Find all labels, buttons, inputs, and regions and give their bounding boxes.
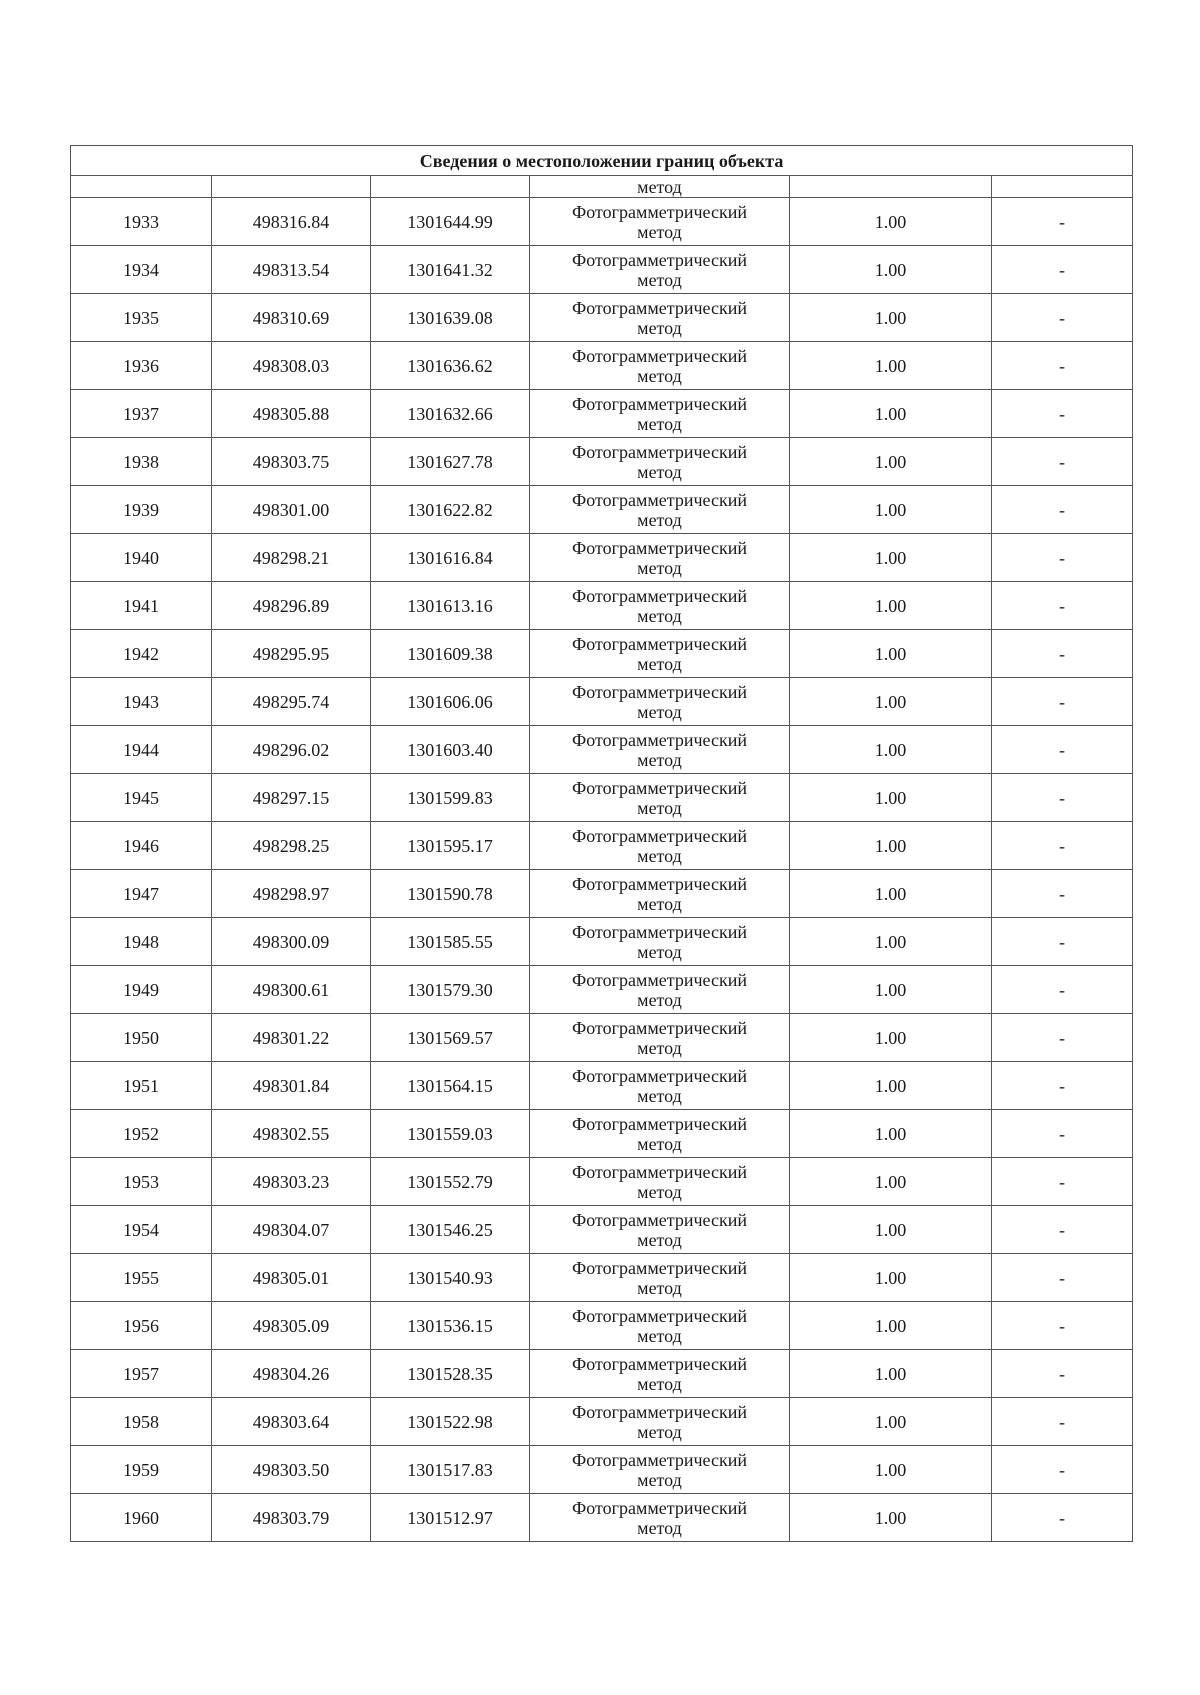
method-line2: метод	[637, 1133, 682, 1154]
cell-point-number: 1935	[71, 294, 212, 342]
method-line2: метод	[637, 1325, 682, 1346]
method-line2: метод	[637, 1037, 682, 1058]
cell-point-number: 1957	[71, 1350, 212, 1398]
cell-point-number: 1947	[71, 870, 212, 918]
method-line2: метод	[637, 701, 682, 722]
cell-point-number: 1948	[71, 918, 212, 966]
cell-point-number: 1943	[71, 678, 212, 726]
method-line1: Фотограмметрический	[572, 537, 747, 558]
cell-method	[530, 774, 790, 822]
cell-note: -	[992, 1494, 1133, 1542]
method-line1: Фотограмметрический	[572, 1257, 747, 1278]
method-line1: Фотограмметрический	[572, 1305, 747, 1326]
cell-accuracy: 1.00	[790, 534, 992, 582]
method-line1: Фотограмметрический	[572, 1449, 747, 1470]
cell-note: -	[992, 1302, 1133, 1350]
cell-y-coordinate: 1301517.83	[371, 1446, 530, 1494]
method-line1: Фотограмметрический	[572, 249, 747, 270]
table-row	[71, 870, 1133, 918]
method-line1: Фотограмметрический	[572, 633, 747, 654]
cell-accuracy: 1.00	[790, 198, 992, 246]
cell-method	[530, 1494, 790, 1542]
cell-point-number: 1950	[71, 1014, 212, 1062]
cell-method	[530, 630, 790, 678]
cell-note: -	[992, 198, 1133, 246]
cell-x-coordinate: 498302.55	[212, 1110, 371, 1158]
cell-y-coordinate: 1301579.30	[371, 966, 530, 1014]
cell-accuracy: 1.00	[790, 726, 992, 774]
cell-note: -	[992, 678, 1133, 726]
table-row	[71, 678, 1133, 726]
cell-method	[530, 438, 790, 486]
cell-accuracy: 1.00	[790, 822, 992, 870]
table-row	[71, 486, 1133, 534]
table-row	[71, 1494, 1133, 1542]
cell-y-coordinate: 1301569.57	[371, 1014, 530, 1062]
method-line1: Фотограмметрический	[572, 489, 747, 510]
method-line2: метод	[637, 1373, 682, 1394]
cell-method	[530, 918, 790, 966]
cell-y-coordinate: 1301552.79	[371, 1158, 530, 1206]
cell-y-coordinate: 1301632.66	[371, 390, 530, 438]
method-line1: Фотограмметрический	[572, 1113, 747, 1134]
method-line2: метод	[637, 989, 682, 1010]
cell-x-coordinate: 498298.25	[212, 822, 371, 870]
table-row	[71, 438, 1133, 486]
cell-accuracy: 1.00	[790, 1110, 992, 1158]
cell-accuracy: 1.00	[790, 486, 992, 534]
cell-x-coordinate: 498304.07	[212, 1206, 371, 1254]
table-row	[71, 1014, 1133, 1062]
method-line2: метод	[637, 1277, 682, 1298]
cell-point-number: 1937	[71, 390, 212, 438]
cell-y-coordinate: 1301540.93	[371, 1254, 530, 1302]
table-row	[71, 1398, 1133, 1446]
method-line2: метод	[637, 1469, 682, 1490]
table-row	[71, 1206, 1133, 1254]
cell-point-number: 1933	[71, 198, 212, 246]
cell-note: -	[992, 1446, 1133, 1494]
cell-accuracy: 1.00	[790, 1254, 992, 1302]
cell-y-coordinate: 1301627.78	[371, 438, 530, 486]
cell-point-number: 1956	[71, 1302, 212, 1350]
cell-x-coordinate: 498310.69	[212, 294, 371, 342]
cell-method	[530, 582, 790, 630]
cell-accuracy: 1.00	[790, 966, 992, 1014]
table-row	[71, 1110, 1133, 1158]
cell-accuracy: 1.00	[790, 1446, 992, 1494]
method-line1: Фотограмметрический	[572, 1401, 747, 1422]
cell-y-coordinate: 1301512.97	[371, 1494, 530, 1542]
method-line1: Фотограмметрический	[572, 1017, 747, 1038]
cell-y-coordinate: 1301609.38	[371, 630, 530, 678]
cell-note: -	[992, 294, 1133, 342]
cell-y-coordinate: 1301536.15	[371, 1302, 530, 1350]
method-line2: метод	[637, 317, 682, 338]
cell-method	[530, 966, 790, 1014]
cell-note: -	[992, 774, 1133, 822]
cell-x-coordinate: 498300.61	[212, 966, 371, 1014]
method-line2: метод	[637, 269, 682, 290]
cell-point-number: 1951	[71, 1062, 212, 1110]
cell-y-coordinate: 1301616.84	[371, 534, 530, 582]
method-line1: Фотограмметрический	[572, 969, 747, 990]
cell-y-coordinate: 1301522.98	[371, 1398, 530, 1446]
method-line2: метод	[637, 461, 682, 482]
cell-method	[530, 822, 790, 870]
cell-accuracy: 1.00	[790, 342, 992, 390]
cell-y-coordinate: 1301585.55	[371, 918, 530, 966]
method-line2: метод	[637, 557, 682, 578]
cell-x-coordinate: 498295.74	[212, 678, 371, 726]
cell-method	[530, 390, 790, 438]
table-title: Сведения о местоположении границ объекта	[71, 146, 1133, 176]
cell-point-number: 1941	[71, 582, 212, 630]
cell-y-coordinate: 1301622.82	[371, 486, 530, 534]
continued-cell-note	[992, 176, 1133, 198]
method-line2: метод	[637, 845, 682, 866]
method-line2: метод	[637, 221, 682, 242]
table-row	[71, 774, 1133, 822]
cell-note: -	[992, 726, 1133, 774]
method-line2: метод	[637, 1085, 682, 1106]
table-body	[71, 176, 1133, 1542]
table-row	[71, 390, 1133, 438]
table-row	[71, 1446, 1133, 1494]
cell-note: -	[992, 1350, 1133, 1398]
cell-accuracy: 1.00	[790, 294, 992, 342]
table-row	[71, 822, 1133, 870]
cell-accuracy: 1.00	[790, 1350, 992, 1398]
cell-note: -	[992, 1254, 1133, 1302]
cell-x-coordinate: 498316.84	[212, 198, 371, 246]
cell-note: -	[992, 1398, 1133, 1446]
cell-x-coordinate: 498298.97	[212, 870, 371, 918]
cell-x-coordinate: 498301.22	[212, 1014, 371, 1062]
cell-y-coordinate: 1301636.62	[371, 342, 530, 390]
cell-point-number: 1936	[71, 342, 212, 390]
cell-method	[530, 726, 790, 774]
continued-cell-y	[371, 176, 530, 198]
method-line2: метод	[637, 653, 682, 674]
method-line2: метод	[637, 605, 682, 626]
cell-method	[530, 678, 790, 726]
cell-point-number: 1953	[71, 1158, 212, 1206]
table-row	[71, 726, 1133, 774]
cell-accuracy: 1.00	[790, 1494, 992, 1542]
cell-accuracy: 1.00	[790, 870, 992, 918]
cell-x-coordinate: 498303.50	[212, 1446, 371, 1494]
cell-method	[530, 1158, 790, 1206]
cell-accuracy: 1.00	[790, 1206, 992, 1254]
table-row	[71, 966, 1133, 1014]
method-line2: метод	[637, 413, 682, 434]
cell-x-coordinate: 498297.15	[212, 774, 371, 822]
cell-y-coordinate: 1301644.99	[371, 198, 530, 246]
cell-x-coordinate: 498305.88	[212, 390, 371, 438]
table-row	[71, 1158, 1133, 1206]
cell-point-number: 1945	[71, 774, 212, 822]
cell-accuracy: 1.00	[790, 1398, 992, 1446]
table-row	[71, 1302, 1133, 1350]
cell-accuracy: 1.00	[790, 1302, 992, 1350]
table-row	[71, 534, 1133, 582]
cell-note: -	[992, 582, 1133, 630]
cell-method	[530, 870, 790, 918]
cell-point-number: 1942	[71, 630, 212, 678]
table-row	[71, 582, 1133, 630]
cell-method	[530, 1398, 790, 1446]
continued-cell-accuracy	[790, 176, 992, 198]
cell-point-number: 1960	[71, 1494, 212, 1542]
cell-method	[530, 1062, 790, 1110]
method-line2: метод	[637, 365, 682, 386]
method-line1: Фотограмметрический	[572, 1497, 747, 1518]
table-row	[71, 918, 1133, 966]
cell-accuracy: 1.00	[790, 630, 992, 678]
cell-method	[530, 1254, 790, 1302]
cell-note: -	[992, 966, 1133, 1014]
method-line1: Фотограмметрический	[572, 921, 747, 942]
cell-y-coordinate: 1301564.15	[371, 1062, 530, 1110]
cell-point-number: 1954	[71, 1206, 212, 1254]
cell-method	[530, 1302, 790, 1350]
cell-accuracy: 1.00	[790, 678, 992, 726]
cell-accuracy: 1.00	[790, 1014, 992, 1062]
cell-point-number: 1939	[71, 486, 212, 534]
table-row	[71, 1350, 1133, 1398]
cell-accuracy: 1.00	[790, 438, 992, 486]
cell-y-coordinate: 1301613.16	[371, 582, 530, 630]
method-line1: Фотограмметрический	[572, 297, 747, 318]
cell-x-coordinate: 498313.54	[212, 246, 371, 294]
cell-accuracy: 1.00	[790, 918, 992, 966]
method-line1: Фотограмметрический	[572, 441, 747, 462]
cell-y-coordinate: 1301641.32	[371, 246, 530, 294]
method-line2: метод	[637, 749, 682, 770]
cell-x-coordinate: 498308.03	[212, 342, 371, 390]
method-line1: Фотограмметрический	[572, 345, 747, 366]
cell-x-coordinate: 498300.09	[212, 918, 371, 966]
cell-point-number: 1959	[71, 1446, 212, 1494]
method-line1: Фотограмметрический	[572, 1161, 747, 1182]
cell-method	[530, 1014, 790, 1062]
cell-x-coordinate: 498304.26	[212, 1350, 371, 1398]
cell-point-number: 1934	[71, 246, 212, 294]
cell-y-coordinate: 1301590.78	[371, 870, 530, 918]
method-line1: Фотограмметрический	[572, 873, 747, 894]
method-line1: Фотограмметрический	[572, 777, 747, 798]
boundary-coordinates-table	[70, 145, 1133, 1542]
cell-x-coordinate: 498305.01	[212, 1254, 371, 1302]
cell-note: -	[992, 822, 1133, 870]
cell-point-number: 1958	[71, 1398, 212, 1446]
method-line1: Фотограмметрический	[572, 393, 747, 414]
cell-x-coordinate: 498303.23	[212, 1158, 371, 1206]
method-line1: Фотограмметрический	[572, 1353, 747, 1374]
cell-method	[530, 486, 790, 534]
continued-cell-point	[71, 176, 212, 198]
cell-point-number: 1946	[71, 822, 212, 870]
cell-point-number: 1949	[71, 966, 212, 1014]
cell-x-coordinate: 498303.64	[212, 1398, 371, 1446]
method-line2: метод	[637, 941, 682, 962]
cell-method	[530, 294, 790, 342]
cell-note: -	[992, 1014, 1133, 1062]
cell-accuracy: 1.00	[790, 390, 992, 438]
table-row	[71, 1254, 1133, 1302]
table-row	[71, 342, 1133, 390]
cell-y-coordinate: 1301546.25	[371, 1206, 530, 1254]
method-line2: метод	[637, 797, 682, 818]
continued-cell-method: метод	[530, 176, 790, 198]
method-line1: Фотограмметрический	[572, 729, 747, 750]
cell-y-coordinate: 1301528.35	[371, 1350, 530, 1398]
table-row	[71, 1062, 1133, 1110]
cell-y-coordinate: 1301606.06	[371, 678, 530, 726]
cell-x-coordinate: 498296.89	[212, 582, 371, 630]
method-line2: метод	[637, 1229, 682, 1250]
cell-y-coordinate: 1301599.83	[371, 774, 530, 822]
cell-x-coordinate: 498301.84	[212, 1062, 371, 1110]
cell-point-number: 1952	[71, 1110, 212, 1158]
cell-note: -	[992, 918, 1133, 966]
cell-method	[530, 198, 790, 246]
method-line1: Фотограмметрический	[572, 201, 747, 222]
cell-point-number: 1940	[71, 534, 212, 582]
method-line2: метод	[637, 1421, 682, 1442]
cell-note: -	[992, 342, 1133, 390]
cell-y-coordinate: 1301603.40	[371, 726, 530, 774]
method-line1: Фотограмметрический	[572, 585, 747, 606]
cell-note: -	[992, 438, 1133, 486]
method-line2: метод	[637, 509, 682, 530]
cell-method	[530, 534, 790, 582]
cell-note: -	[992, 486, 1133, 534]
cell-method	[530, 1350, 790, 1398]
table-row	[71, 246, 1133, 294]
table-row	[71, 630, 1133, 678]
cell-note: -	[992, 870, 1133, 918]
table-title-row	[71, 146, 1133, 176]
cell-note: -	[992, 1158, 1133, 1206]
cell-method	[530, 1110, 790, 1158]
cell-x-coordinate: 498305.09	[212, 1302, 371, 1350]
method-line2: метод	[637, 1517, 682, 1538]
cell-x-coordinate: 498303.79	[212, 1494, 371, 1542]
cell-method	[530, 1446, 790, 1494]
cell-accuracy: 1.00	[790, 1062, 992, 1110]
cell-accuracy: 1.00	[790, 1158, 992, 1206]
cell-y-coordinate: 1301595.17	[371, 822, 530, 870]
cell-note: -	[992, 246, 1133, 294]
method-line1: Фотограмметрический	[572, 681, 747, 702]
method-line1: Фотограмметрический	[572, 1065, 747, 1086]
cell-point-number: 1944	[71, 726, 212, 774]
cell-note: -	[992, 390, 1133, 438]
table-row	[71, 294, 1133, 342]
cell-x-coordinate: 498298.21	[212, 534, 371, 582]
cell-method	[530, 246, 790, 294]
cell-accuracy: 1.00	[790, 582, 992, 630]
method-line1: Фотограмметрический	[572, 1209, 747, 1230]
cell-accuracy: 1.00	[790, 246, 992, 294]
cell-note: -	[992, 1206, 1133, 1254]
method-line2: метод	[637, 1181, 682, 1202]
cell-x-coordinate: 498296.02	[212, 726, 371, 774]
cell-y-coordinate: 1301559.03	[371, 1110, 530, 1158]
cell-x-coordinate: 498303.75	[212, 438, 371, 486]
cell-note: -	[992, 1110, 1133, 1158]
table-row	[71, 198, 1133, 246]
cell-note: -	[992, 1062, 1133, 1110]
cell-x-coordinate: 498301.00	[212, 486, 371, 534]
cell-method	[530, 342, 790, 390]
cell-y-coordinate: 1301639.08	[371, 294, 530, 342]
cell-point-number: 1955	[71, 1254, 212, 1302]
method-line2: метод	[637, 893, 682, 914]
continued-cell-x	[212, 176, 371, 198]
method-line1: Фотограмметрический	[572, 825, 747, 846]
cell-x-coordinate: 498295.95	[212, 630, 371, 678]
cell-method	[530, 1206, 790, 1254]
continued-row	[71, 176, 1133, 198]
cell-note: -	[992, 630, 1133, 678]
cell-accuracy: 1.00	[790, 774, 992, 822]
cell-note: -	[992, 534, 1133, 582]
cell-point-number: 1938	[71, 438, 212, 486]
